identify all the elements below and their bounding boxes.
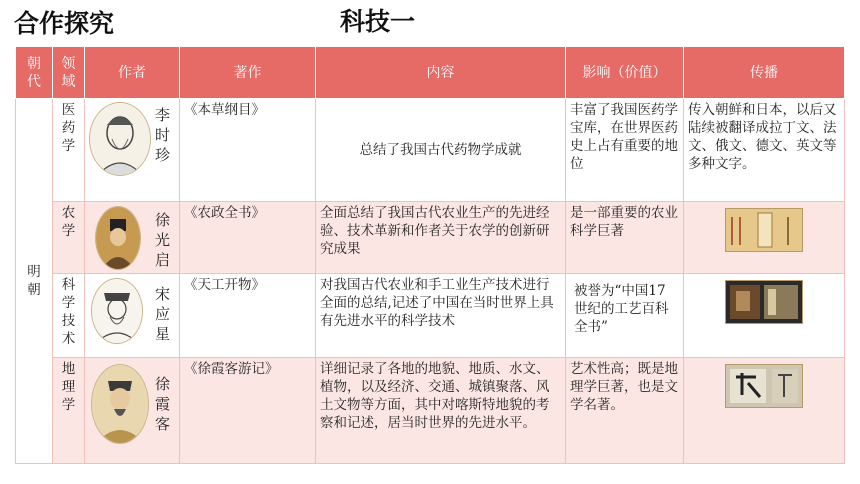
table-row bbox=[16, 99, 845, 202]
book-cover-image bbox=[725, 280, 803, 324]
table-row bbox=[16, 202, 845, 274]
spread-cell: 传入朝鲜和日本，以后又陆续被翻译成拉丁文、法文、俄文、德文、英文等多种文字。 bbox=[684, 99, 845, 202]
work-cell: 《天工开物》 bbox=[180, 274, 316, 358]
field-cell: 农学 bbox=[53, 202, 85, 274]
impact-cell: 丰富了我国医药学宝库，在世界医药史上占有重要的地位 bbox=[566, 99, 684, 202]
author-name: 徐霞客 bbox=[155, 375, 171, 433]
book-cover-image bbox=[725, 208, 803, 252]
work-cell: 《徐霞客游记》 bbox=[180, 358, 316, 464]
author-name: 李时珍 bbox=[155, 106, 171, 164]
col-header-field: 领域 bbox=[53, 47, 85, 99]
spread-cell bbox=[684, 202, 845, 274]
portrait-image bbox=[89, 102, 151, 176]
author-cell bbox=[85, 202, 180, 274]
impact-cell: 是一部重要的农业科学巨著 bbox=[566, 202, 684, 274]
spread-cell bbox=[684, 358, 845, 464]
table-header-row bbox=[16, 47, 845, 99]
portrait-image bbox=[95, 206, 141, 270]
content-cell: 对我国古代农业和手工业生产技术进行全面的总结,记述了中国在当时世界上具有先进水平的科学技术 bbox=[316, 274, 566, 358]
author-cell bbox=[85, 274, 180, 358]
col-header-spread: 传播 bbox=[684, 47, 845, 99]
portrait-image bbox=[91, 278, 143, 344]
spread-cell bbox=[684, 274, 845, 358]
col-header-work: 著作 bbox=[180, 47, 316, 99]
author-cell bbox=[85, 99, 180, 202]
col-header-author: 作者 bbox=[85, 47, 180, 99]
impact-cell: 被誉为“中国17世纪的工艺百科全书” bbox=[566, 274, 684, 358]
science-achievements-table bbox=[15, 46, 845, 464]
author-name: 宋应星 bbox=[155, 285, 171, 343]
section-title: 合作探究 bbox=[14, 9, 115, 38]
content-cell: 详细记录了各地的地貌、地质、水文、植物，以及经济、交通、城镇聚落、风土文物等方面，其中对喀斯特地貌的考察和记述，居当时世界的先进水平。 bbox=[316, 358, 566, 464]
col-header-dynasty: 朝代 bbox=[16, 47, 53, 99]
content-cell: 全面总结了我国古代农业生产的先进经验、技术革新和作者关于农学的创新研究成果 bbox=[316, 202, 566, 274]
impact-cell: 艺术性高；既是地理学巨著，也是文学名著。 bbox=[566, 358, 684, 464]
slide-title: 科技一 bbox=[340, 7, 416, 36]
field-cell: 地理学 bbox=[53, 358, 85, 464]
work-cell: 《农政全书》 bbox=[180, 202, 316, 274]
field-cell: 科学技术 bbox=[53, 274, 85, 358]
col-header-impact: 影响（价值） bbox=[566, 47, 684, 99]
author-name: 徐光启 bbox=[155, 211, 171, 269]
work-cell: 《本草纲目》 bbox=[180, 99, 316, 202]
table-row bbox=[16, 358, 845, 464]
portrait-image bbox=[91, 364, 149, 444]
dynasty-cell: 明朝 bbox=[16, 99, 53, 464]
content-cell: 总结了我国古代药物学成就 bbox=[316, 99, 566, 202]
book-cover-image bbox=[725, 364, 803, 408]
col-header-content: 内容 bbox=[316, 47, 566, 99]
field-cell: 医药学 bbox=[53, 99, 85, 202]
table-row bbox=[16, 274, 845, 358]
author-cell bbox=[85, 358, 180, 464]
